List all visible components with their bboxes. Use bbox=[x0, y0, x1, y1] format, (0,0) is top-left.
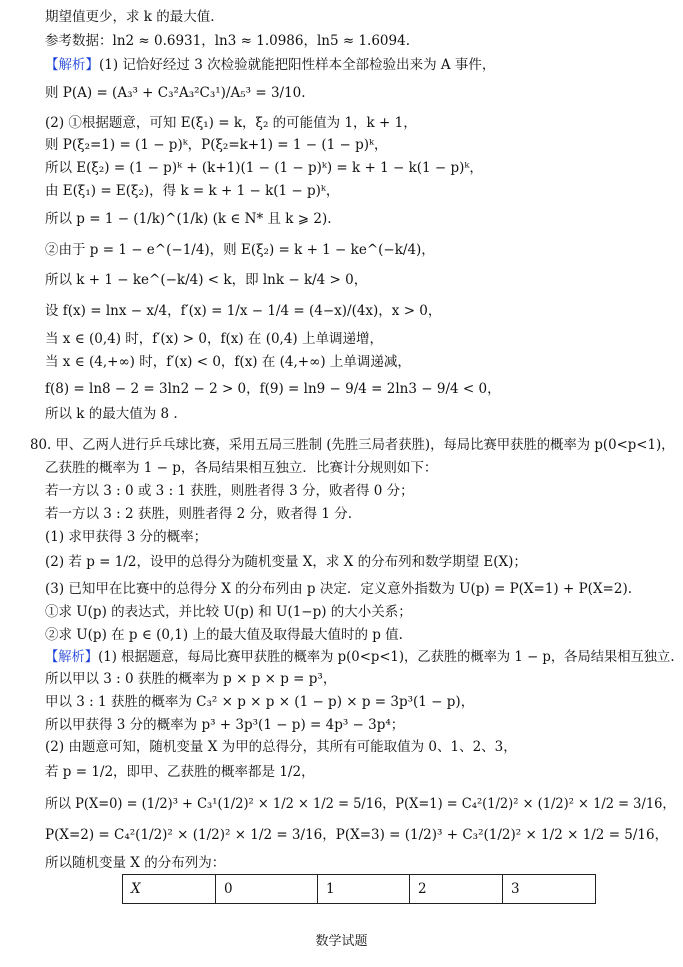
text-line: 所以 k + 1 − ke^(−k/4) < k，即 lnk − k/4 > 0， bbox=[45, 272, 368, 288]
solution-line: 所以甲获得 3 分的概率为 p³ + 3p³(1 − p) = 4p³ − 3p⁴； bbox=[45, 717, 405, 733]
text-line bbox=[45, 56, 495, 74]
problem-80-line: 80. 甲、乙两人进行乒乓球比赛，采用五局三胜制 (先胜三局者获胜)，每局比赛甲获胜的概率为 p(0<p<1)， bbox=[30, 437, 675, 453]
problem-80-line: (2) 若 p = 1/2，设甲的总得分为随机变量 X，求 X 的分布列和数学期望 E(X)； bbox=[45, 554, 527, 570]
text-line: 当 x ∈ (0,4) 时，f′(x) > 0，f(x) 在 (0,4) 上单调递增， bbox=[45, 331, 383, 347]
analysis-tag: 【解析】 bbox=[45, 649, 99, 665]
text-line: (2) ①根据题意，可知 E(ξ₁) = k，ξ₂ 的可能值为 1，k + 1， bbox=[45, 115, 417, 131]
solution-line: 所以随机变量 X 的分布列为： bbox=[45, 855, 226, 871]
table-cell: 2 bbox=[410, 875, 503, 904]
text-line: f(8) = ln8 − 2 = 3ln2 − 2 > 0，f(9) = ln9 − 9/4 = 2ln3 − 9/4 < 0， bbox=[45, 381, 501, 397]
text-line: 期望值更少，求 k 的最大值. bbox=[45, 9, 215, 25]
problem-80-line: 乙获胜的概率为 1 − p，各局结果相互独立．比赛计分规则如下： bbox=[45, 460, 438, 476]
page-footer: 数学试题 bbox=[315, 934, 368, 949]
solution-line: 甲以 3 : 1 获胜的概率为 C₃² × p × p × (1 − p) × p = 3p³(1 − p)， bbox=[45, 694, 475, 710]
problem-80-line: ②求 U(p) 在 p ∈ (0,1) 上的最大值及取得最大值时的 p 值. bbox=[45, 627, 403, 643]
analysis-tag: 【解析】 bbox=[45, 57, 99, 73]
table-cell: 0 bbox=[216, 875, 318, 904]
table-cell: 3 bbox=[503, 875, 596, 904]
text-line: 则 P(ξ₂=1) = (1 − p)ᵏ，P(ξ₂=k+1) = 1 − (1 − p)ᵏ， bbox=[45, 137, 388, 153]
solution-line: 所以 P(X=0) = (1/2)³ + C₃¹(1/2)² × 1/2 × 1/2 = 5/16，P(X=1) = C₄²(1/2)² × (1/2)² × 1/2 = 3/16， bbox=[45, 796, 676, 812]
table-cell: X bbox=[123, 875, 216, 904]
text-line: 参考数据：ln2 ≈ 0.6931，ln3 ≈ 1.0986，ln5 ≈ 1.6094. bbox=[45, 33, 410, 49]
text-line-content: (1) 记恰好经过 3 次检验就能把阳性样本全部检验出来为 A 事件， bbox=[99, 57, 496, 73]
solution-line: P(X=2) = C₄²(1/2)² × (1/2)² × 1/2 = 3/16，P(X=3) = (1/2)³ + C₃²(1/2)² × 1/2 × 1/2 = 5/16， bbox=[45, 827, 669, 843]
solution-line: 若 p = 1/2，即甲、乙获胜的概率都是 1/2， bbox=[45, 764, 315, 780]
text-line: 所以 p = 1 − (1/k)^(1/k) (k ∈ N* 且 k ⩾ 2). bbox=[45, 211, 332, 227]
text-line: 由 E(ξ₁) = E(ξ₂)，得 k = k + 1 − k(1 − p)ᵏ， bbox=[45, 183, 340, 199]
text-line: ②由于 p = 1 − e^(−1/4)，则 E(ξ₂) = k + 1 − ke^(−k/4)， bbox=[45, 242, 435, 258]
text-line: 所以 E(ξ₂) = (1 − p)ᵏ + (k+1)(1 − (1 − p)ᵏ) = k + 1 − k(1 − p)ᵏ， bbox=[45, 160, 483, 176]
problem-80-line: 若一方以 3 : 0 或 3 : 1 获胜，则胜者得 3 分，败者得 0 分； bbox=[45, 483, 414, 499]
solution-line: 所以甲以 3 : 0 获胜的概率为 p × p × p = p³， bbox=[45, 671, 337, 687]
solution-line bbox=[45, 648, 675, 666]
distribution-table bbox=[122, 874, 596, 904]
table-row bbox=[123, 875, 596, 904]
problem-80-line: 若一方以 3 : 2 获胜，则胜者得 2 分，败者得 1 分. bbox=[45, 506, 353, 522]
solution-line-content: (1) 根据题意，每局比赛甲获胜的概率为 p(0<p<1)，乙获胜的概率为 1 − p，各局结果相互独立. bbox=[98, 649, 675, 665]
problem-80-line: (1) 求甲获得 3 分的概率； bbox=[45, 529, 208, 545]
text-line: 所以 k 的最大值为 8 . bbox=[45, 406, 178, 422]
text-line: 则 P(A) = (A₃³ + C₃²A₃²C₃¹)/A₅³ = 3/10. bbox=[45, 85, 306, 101]
table-cell: 1 bbox=[318, 875, 410, 904]
problem-80-line: ①求 U(p) 的表达式，并比较 U(p) 和 U(1−p) 的大小关系； bbox=[45, 604, 412, 620]
solution-line: (2) 由题意可知，随机变量 X 为甲的总得分，其所有可能取值为 0、1、2、3， bbox=[45, 739, 517, 755]
text-line: 设 f(x) = lnx − x/4，f′(x) = 1/x − 1/4 = (4−x)/(4x)，x > 0， bbox=[45, 303, 442, 319]
text-line: 当 x ∈ (4,+∞) 时，f′(x) < 0，f(x) 在 (4,+∞) 上单调递减， bbox=[45, 354, 411, 370]
problem-80-line: (3) 已知甲在比赛中的总得分 X 的分布列由 p 决定．定义意外指数为 U(p) = P(X=1) + P(X=2). bbox=[45, 581, 633, 597]
